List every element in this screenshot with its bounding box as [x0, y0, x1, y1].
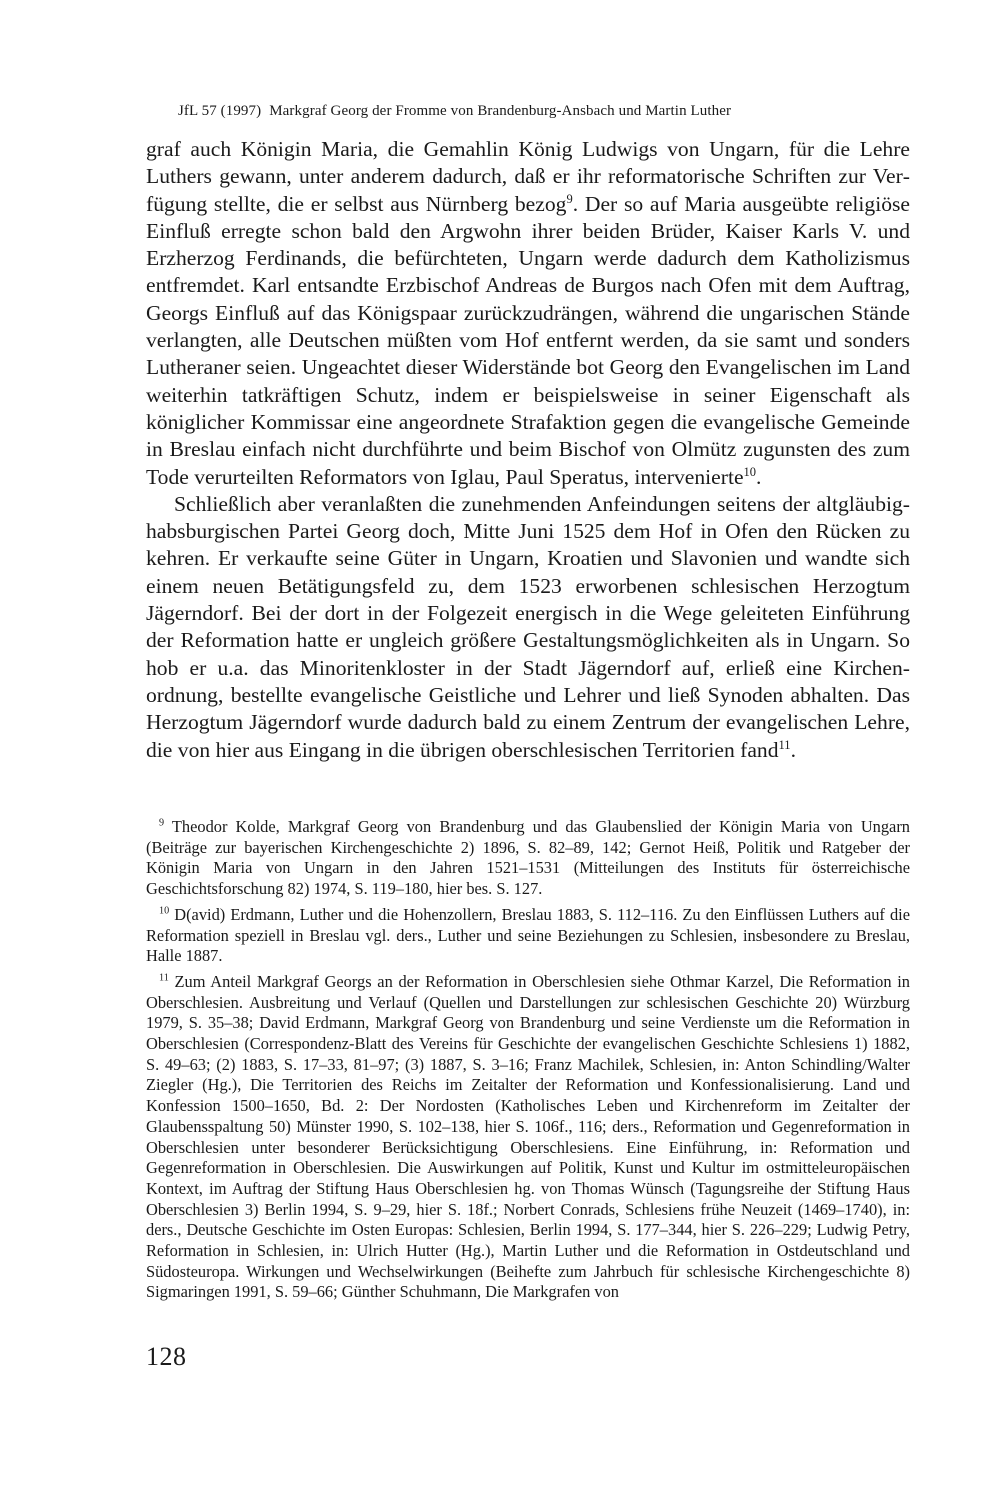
paragraph-text: Schließlich aber veranlaßten die zunehmenden Anfeindungen seitens der altgläubig-habsburgischen Partei Georg doch, Mitte Juni 1525 dem Hof in Ofen den Rücken zu kehren. Er verkaufte seine Güter in Ungarn, Kroatien und Slavonien und wandte sich einem neuen Betätigungsfeld zu, dem 1523 erworbenen schlesischen Herzogtum Jägerndorf. Bei der dort in der Folgezeit energisch in die Wege geleiteten Einführung der Reformation hatte er ungleich größere Gestaltungsmöglichkeiten als in Ungarn. So hob er u.a. das Minoritenkloster in der Stadt Jägerndorf auf, erließ eine Kirchenordnung, bestellte evangelische Geistliche und Lehrer und ließ Synoden abhalten. Das Herzogtum Jägerndorf wurde dadurch bald zu einem Zentrum der evangelischen Lehre, die von hier aus Eingang in die übrigen oberschlesischen Territorien fand: [146, 491, 910, 762]
main-text: [146, 136, 910, 764]
footnote: [146, 972, 910, 1303]
paragraph: [146, 136, 910, 491]
paragraph-text: . Der so auf Maria ausgeübte religiöse Einfluß erregte schon bald den Argwohn ihrer beiden Brüder, Kaiser Karls V. und Erzherzog Ferdinands, die befürchteten, Ungarn werde dadurch dem Katholizismus entfremdet. Karl entsandte Erzbischof Andreas de Burgos nach Ofen mit dem Auftrag, Georgs Einfluß auf das Königspaar zurückzudrängen, während die ungarischen Stände verlangten, alle Deutschen müßten vom Hof entfernt werden, da sie samt und sonders Lutheraner seien. Ungeachtet dieser Widerstände bot Georg den Evangelischen im Land weiterhin tatkräftigen Schutz, indem er beispielsweise in seiner Eigenschaft als königlicher Kommissar eine angeordnete Strafaktion gegen die evangelische Gemeinde in Breslau einfach nicht durchführte und beim Bischof von Olmütz zugunsten des zum Tode verurteilten Reformators von Iglau, Paul Speratus, intervenierte: [146, 191, 910, 489]
article-title: Markgraf Georg der Fromme von Brandenburg-Ansbach und Martin Luther: [269, 103, 732, 119]
footnote-reference: 11: [778, 737, 791, 752]
page-number: 128: [146, 1342, 187, 1371]
footnote-text: D(avid) Erdmann, Luther und die Hohenzollern, Breslau 1883, S. 112–116. Zu den Einflüssen Luthers auf die Reformation speziell in Breslau vgl. ders., Luther und seine Beziehungen zu Schlesien, insbesondere zu Breslau, Halle 1887.: [146, 904, 910, 966]
paragraph: [146, 491, 910, 764]
footnote-number: 11: [159, 972, 169, 984]
footnote: [146, 817, 910, 900]
footnote-text: Zum Anteil Markgraf Georgs an der Reformation in Oberschlesien siehe Othmar Karzel, Die Reformation in Oberschlesien. Ausbreitung und Verlauf (Quellen und Darstellungen zur schlesischen Geschichte 20) Würzburg 1979, S. 35–38; David Erdmann, Markgraf Georg von Brandenburg und seine Verdienste um die Reformation in Oberschlesien (Correspondenz-Blatt des Vereins für Geschichte der evangelischen Geschichte Schlesiens 1) 1882, S. 49–63; (2) 1883, S. 17–33, 81–97; (3) 1887, S. 3–16; Franz Machilek, Schlesien, in: Anton Schindling/Walter Ziegler (Hg.), Die Territorien des Reichs im Zeitalter der Reformation und Konfessionalisierung. Land und Konfession 1500–1650, Bd. 2: Der Nordosten (Katholisches Leben und Kirchenreform im Zeitalter der Glaubensspaltung 50) Münster 1990, S. 102–138, hier S. 106f., 116; ders., Reformation und Gegenreformation in Oberschlesien unter besonderer Berücksichtigung Oberschlesiens. Eine Einführung, in: Reformation und Gegenreformation in Oberschlesien. Die Auswirkungen auf Politik, Kunst und Kultur im ostmitteleuropäischen Kontext, im Auftrag der Stiftung Haus Oberschlesien hg. von Thomas Wünsch (Tagungsreihe der Stiftung Haus Oberschlesien 3) Berlin 1994, S. 9–29, hier S. 18f.; Norbert Conrads, Schlesiens frühe Neuzeit (1469–1740), in: ders., Deutsche Geschichte im Osten Europas: Schlesien, Berlin 1994, S. 177–344, hier S. 226–229; Ludwig Petry, Reformation in Schlesien, in: Ulrich Hutter (Hg.), Martin Luther und die Reformation in Ostdeutschland und Südosteuropa. Wirkungen und Wechselwirkungen (Beihefte zum Jahrbuch für schlesische Kirchengeschichte 8) Sigmaringen 1991, S. 59–66; Günther Schuhmann, Die Markgrafen von: [146, 971, 910, 1302]
paragraph-text: .: [756, 464, 762, 489]
footnote-number: 9: [159, 817, 165, 829]
footnote: [146, 905, 910, 967]
footnote-reference: 10: [743, 464, 757, 479]
paragraph-text: graf auch Königin Maria, die Gemahlin König Ludwigs von Ungarn, für die Lehre Luthers gewann, unter anderem dadurch, daß er ihr reformatorische Schriften zur Verfügung stellte, die er selbst aus Nürnberg bezog: [146, 137, 910, 216]
paragraph-text: .: [790, 737, 796, 762]
footnote-number: 10: [159, 905, 170, 917]
footnote-reference: 9: [566, 191, 573, 206]
journal-reference: JfL 57 (1997): [178, 103, 262, 119]
footnotes: [146, 817, 910, 1308]
running-header: [178, 103, 731, 120]
footnote-text: Theodor Kolde, Markgraf Georg von Brandenburg und das Glaubenslied der Königin Maria von Ungarn (Beiträge zur bayerischen Kirchengeschichte 2) 1896, S. 82–89, 142; Gernot Heiß, Politik und Ratgeber der Königin Maria von Ungarn in den Jahren 1521–1531 (Mitteilungen des Instituts für österreichische Geschichtsforschung 82) 1974, S. 119–180, hier bes. S. 127.: [146, 817, 910, 899]
